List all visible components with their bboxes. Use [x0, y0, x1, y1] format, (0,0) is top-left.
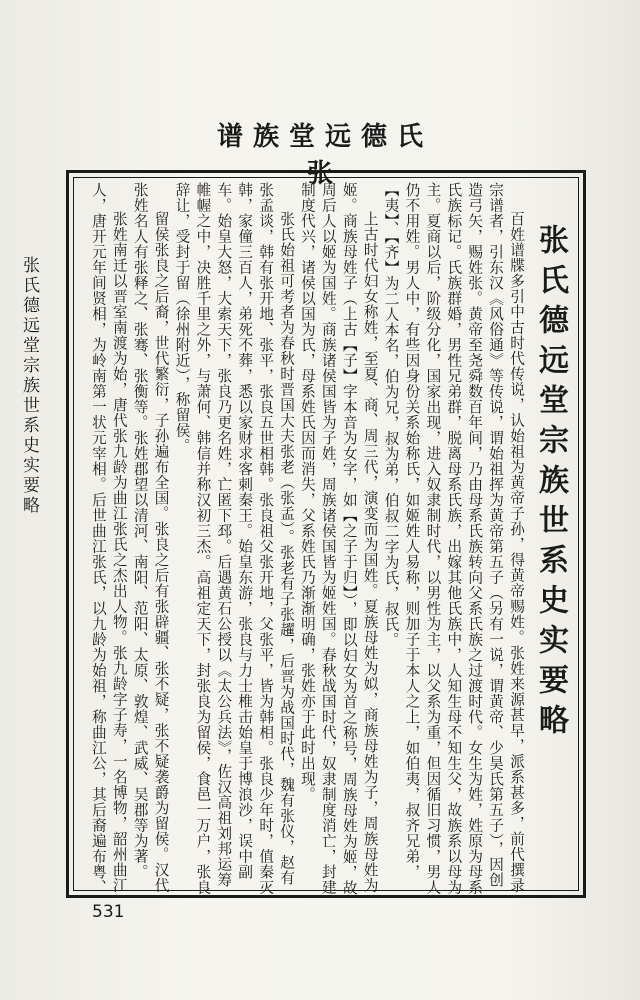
body-paragraph: 上古时代妇女称姓，至夏、商、周三代，演变而为国姓。夏族母姓为姒，商族母姓为子，周族母姓为姬。商族母姓子（上古【子】字本音为女字，如【之子于归】），即以妇女为首之称号，周族母姓为姬，故周后人以姬为国姓。商族诸侯国皆为子姓，周族诸侯国皆为姬姓国。春秋战国时代，奴隶制度消亡，封建制度代兴，诸侯以国为氏，母系姓氏因而消失，父系姓氏乃渐渐明确，张姓亦于此时出现。 — [298, 182, 379, 896]
article-inner-border — [73, 177, 579, 896]
body-paragraph: 张姓南迁以晋室南渡为始，唐代张九龄为曲江张氏之杰出人物。张九龄字子寿，一名博物，韶州曲江人，唐开元年间贤相，为岭南第一状元宰相。后世曲江张氏，以九龄为始祖，称曲江公，其后裔遍布粤、 — [89, 182, 128, 895]
body-paragraph: 张氏始祖可考者为春秋时晋国大夫张老（张孟）。张老有子张趯，后晋为战国时代，魏有张仪，赵有张孟谈，韩有张开地、张平，张良五世相韩。张良祖父张开地，父张平，皆为韩相。张良少年时，值秦灭韩，家僮三百人，弟死不葬，悉以家财求客刺秦王。始皇东游，张良与力士椎击始皇于博浪沙，误中副车。始皇大怒，大索天下，张良乃更名姓，亡匿下邳。后遇黄石公授以《太公兵法》，佐汉高祖刘邦运筹帷幄之中，决胜千里之外，与萧何、韩信并称汉初三杰。高祖定天下，封张良为留侯，食邑一万户，张良辞让，受封于留（徐州附近），称留侯。 — [173, 182, 296, 895]
article-title: 张氏德远堂宗族世系史实要略 — [533, 224, 568, 744]
body-paragraph: 百姓谱牒多引中古时代传说，认始祖为黄帝子孙，得黄帝赐姓。张姓来源甚早，派系甚多，前代撰录宗谱者，引东汉《风俗通》等传说，谓始祖挥为黄帝第五子（另有一说，谓黄帝、少昊氏第五子），因创造弓矢，赐姓张。黄帝至尧舜数百年间，乃由母系氏族转向父系氏族之过渡时代。女生为姓，姓原为母系氏族标记。氏族群婚，男性兄弟群，脱离母系氏族，出嫁其他氏族中，人知生母不知生父，故族系以母为主。夏商以后，阶级分化，国家出现，进入奴隶制时代，以男性为主，以父系为重，但因循旧习惯，男人仍不用姓。男人中，有些因身份关系始称氏，如姬姓人易称，则加子于本人之上，如伯夷，叔齐兄弟，【夷】、【齐】为二人本名，伯为兄，叔为弟，伯叔二字为氏，叔氏。 — [382, 182, 525, 895]
article-body — [86, 182, 526, 897]
page-header-title: 谱族堂远德氏张 — [216, 122, 433, 189]
page-number: 531 — [92, 902, 125, 922]
article-frame — [66, 170, 586, 898]
running-side-label: 张氏德远堂宗族世系史实要略 — [19, 256, 39, 516]
body-paragraph: 留侯张良之后裔，世代繁衍，子孙遍布全国。张良之后有张辟疆、张不疑，张不疑袭爵为留侯。汉代张姓名人有张释之、张骞、张衡等。张姓郡望以清河、南阳、范阳、太原、敦煌、武威、吴郡等为著。 — [131, 182, 170, 894]
